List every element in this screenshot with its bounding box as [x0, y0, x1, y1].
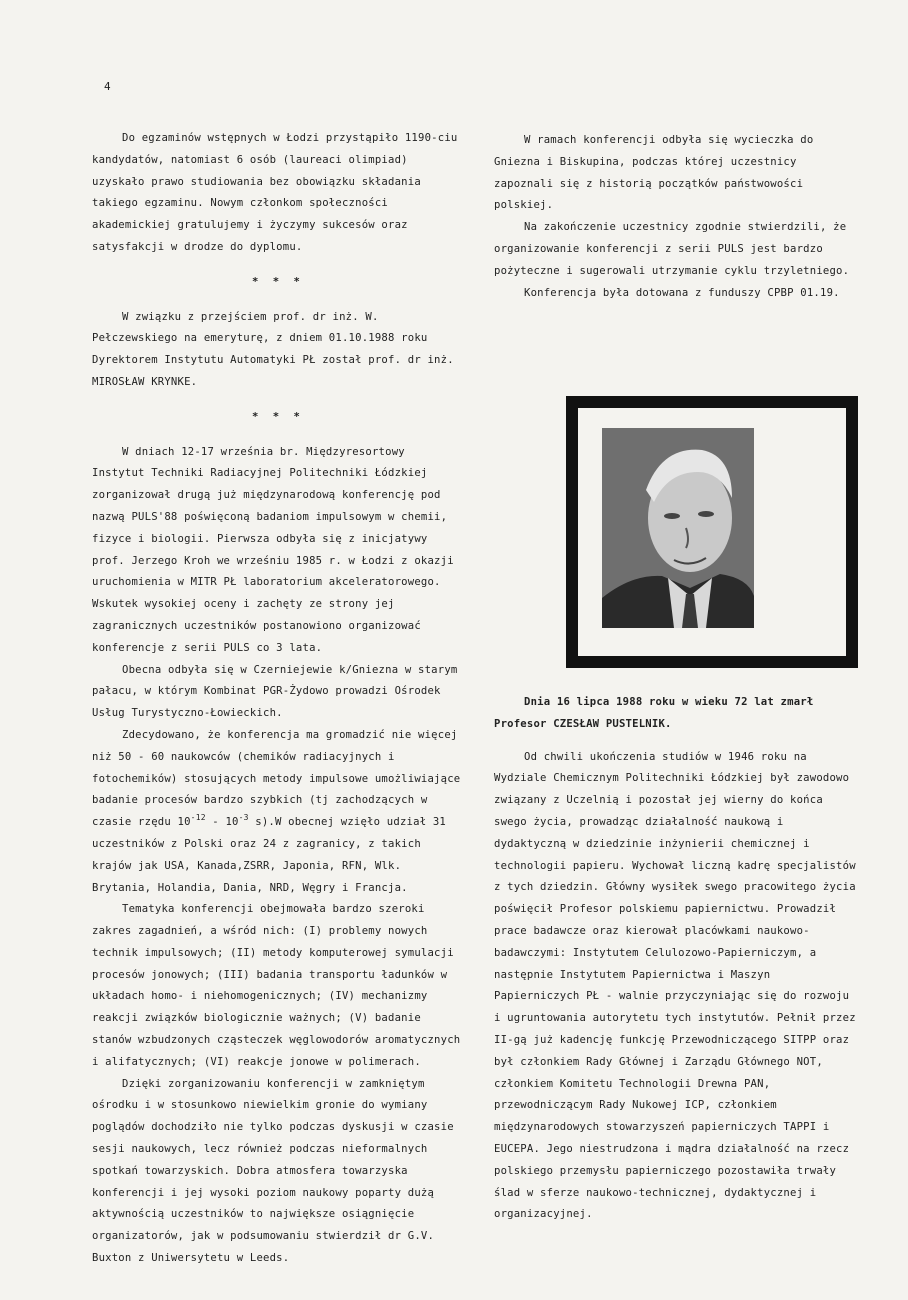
paragraph-funding: Konferencja była dotowana z funduszy CPBP 01.19.	[524, 286, 840, 299]
paragraph-director: W związku z przejściem prof. dr inż. W. Pełczewskiego na emeryturę, z dniem 01.10.1988 roku Dyrektorem Instytutu Automatyki PŁ został prof. dr inż. MIROSŁAW KRYNKE.	[92, 310, 454, 388]
obituary	[494, 692, 858, 1226]
paragraph-venue: Obecna odbyła się w Czerniejewie k/Gniezna w starym pałacu, w którym Kombinat PGR-Żydowo prowadzi Ośrodek Usług Turystyczno-Łowieckich.	[92, 663, 458, 720]
exponent-1: -12	[190, 813, 206, 823]
paragraph-topics: Tematyka konferencji obejmowała bardzo szeroki zakres zagadnień, a wśród nich: (I) problemy nowych technik impulsowych; (II) metody komputerowej symulacji procesów jonowych; (III) badania transportu ładunków w układach homo- i niehomogenicznych; (IV) mechanizmy reakcji związków biologicznie ważnych; (V) badanie stanów wzbudzonych cząsteczek węglowodorów aromatycznych i alifatycznych; (VI) reakcje jonowe w polimerach.	[92, 903, 461, 1068]
paragraph-exams: Do egzaminów wstępnych w Łodzi przystąpiło 1190-ciu kandydatów, natomiast 6 osób (laureaci olimpiad) uzyskało prawo studiowania bez obowiązku składania takiego egzaminu. Nowym członkom społeczności akademickiej gratulujemy i życzymy sukcesów oraz satysfakcji w drodze do dyplomu.	[92, 132, 458, 253]
paragraph-excursion: W ramach konferencji odbyła się wycieczka do Gniezna i Biskupina, podczas której uczestnicy zapoznali się z historią początków państwowości polskiej.	[494, 134, 814, 212]
participants-text-c: s).W obecnej wzięło udział 31 uczestników z Polski oraz 24 z zagranicy, z takich krajów jak USA, Kanada,ZSRR, Japonia, RFN, Wlk. Brytania, Holandia, Dania, NRD, Węgry i Francja.	[92, 816, 447, 894]
obituary-body: Od chwili ukończenia studiów w 1946 roku na Wydziale Chemicznym Politechniki Łódzkiej był zawodowo związany z Uczelnią i pozostał jej wierny do końca swego życia, prowadząc działalność naukową i dydaktyczną w dziedzinie inżynierii chemicznej i technologii papieru. Wychował liczną kadrę specjalistów z tych dziedzin. Główny wysiłek swego pracowitego życia poświęcił Profesor polskiemu papiernictwu. Prowadził prace badawcze oraz kierował placówkami naukowo-badawczymi: Instytutem Celulozowo-Papierniczym, a następnie Instytutem Papiernictwa i Maszyn Papierniczych PŁ - walnie przyczyniając się do rozwoju i ugruntowania autorytetu tych instytutów. Pełnił przez II-gą już kadencję funkcję Przewodniczącego SITPP oraz był członkiem Rady Głównej i Zarządu Głównego NOT, członkiem Komitetu Technologii Drewna PAN, przewodniczącym Rady Nukowej ICP, członkiem międzynarodowych stowarzyszeń papierniczych TAPPI i EUCEPA. Jego niestrudzona i mądra działalność na rzecz polskiego przemysłu papierniczego pozostawiła trwały ślad w sferze naukowo-technicznej, dydaktycznej i organizacyjnej.	[494, 750, 856, 1221]
participants-text-a: Zdecydowano, że konferencja ma gromadzić nie więcej niż 50 - 60 naukowców (chemików radiacyjnych i fotochemików) stosujących metody impulsowe umożliwiające badanie procesów bardzo szybkich (tj zachodzących w czasie rzędu 10	[92, 728, 461, 829]
portrait-photo	[602, 428, 754, 628]
paragraph-conclusion: Na zakończenie uczestnicy zgodnie stwierdzili, że organizowanie konferencji z serii PULS jest bardzo pożyteczne i sugerowali utrzymanie cyklu trzyletniego.	[494, 221, 850, 277]
paragraph-conference: W dniach 12-17 września br. Międzyresortowy Instytut Techniki Radiacyjnej Politechniki Łódzkiej zorganizował drugą już międzynarodową konferencję pod nazwą PULS'88 poświęconą badaniom impulsowym w chemii, fizyce i biologii. Pierwsza odbyła się z inicjatywy prof. Jerzego Kroh we wrześniu 1985 r. w Łodzi z okazji uruchomienia w MITR PŁ laboratorium akceleratorowego. Wskutek wysokiej oceny i zachęty ze strony jej zagranicznych uczestników postanowiono organizować konferencje z serii PULS co 3 lata.	[92, 445, 454, 654]
left-column	[92, 128, 464, 1270]
section-separator: * * *	[252, 410, 304, 423]
paragraph-summary: Dzięki zorganizowaniu konferencji w zamkniętym ośrodku i w stosunkowo niewielkim gronie do wymiany poglądów dochodziło nie tylko podczas dyskusji w czasie sesji naukowych, lecz również podczas nieformalnych spotkań towarzyskich. Dobra atmosfera towarzyska konferencji i jej wysoki poziom naukowy poparty dużą aktywnością uczestników to największe osiągnięcie organizatorów, jak w podsumowaniu stwierdził dr G.V. Buxton z Uniwersytetu w Leeds.	[92, 1077, 454, 1265]
portrait-image	[602, 428, 754, 628]
participants-text-b: - 10	[205, 816, 239, 829]
exponent-2: -3	[238, 813, 249, 823]
obituary-heading: Dnia 16 lipca 1988 roku w wieku 72 lat zmarł Profesor CZESŁAW PUSTELNIK.	[494, 696, 814, 730]
page-number: 4	[104, 80, 111, 93]
section-separator: * * *	[252, 275, 304, 288]
right-column-top	[494, 130, 856, 304]
obituary-photo-frame	[566, 396, 858, 668]
photo-mat	[578, 408, 846, 656]
paragraph-participants	[92, 725, 464, 899]
